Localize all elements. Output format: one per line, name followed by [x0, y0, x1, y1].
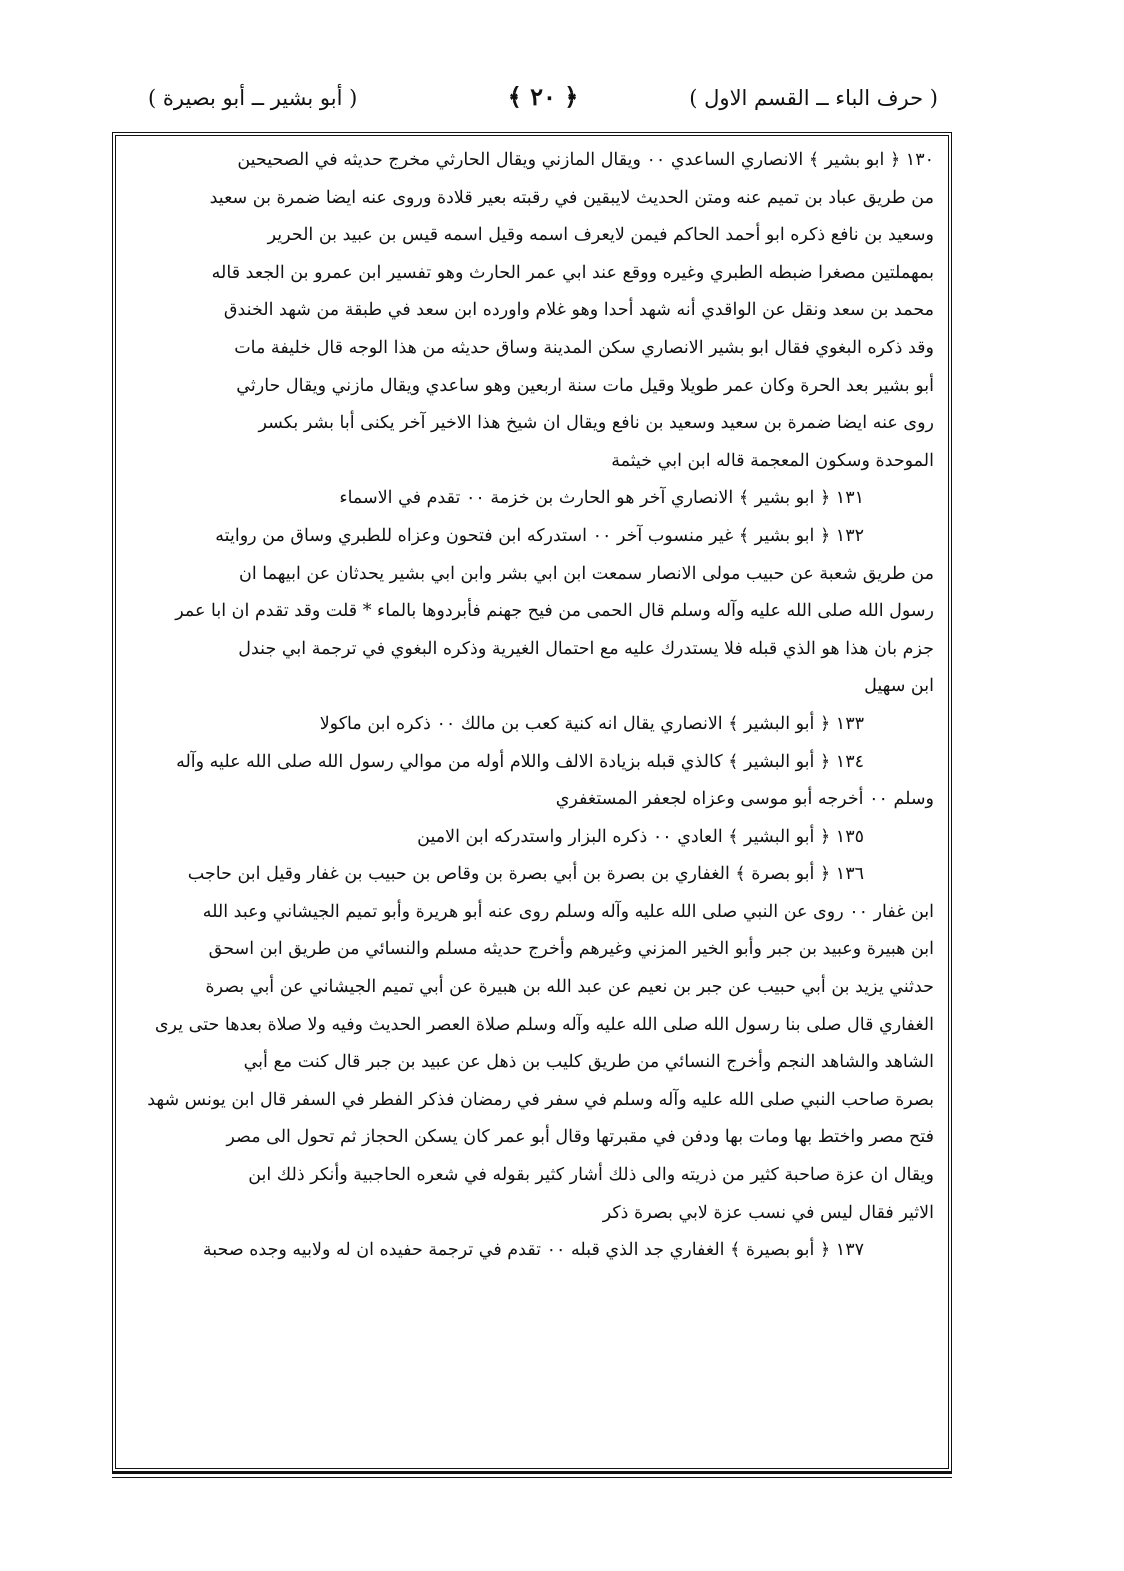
page-body	[124, 142, 934, 1462]
text-line: بمهملتين مصغرا ضبطه الطبري وغيره ووقع عند ابي عمر الحارث وهو تفسير ابن عمرو بن الجعد قاله	[211, 262, 934, 283]
entry-line: ١٣٥ ﴿ أبو البشير ﴾ العادي ٠٠ ذكره البزار واستدركه ابن الامين	[417, 826, 864, 847]
text-line: روى عنه ايضا ضمرة بن سعيد وسعيد بن نافع ويقال ان شيخ هذا الاخير آخر يكنى أبا بشر بكسر	[258, 413, 934, 434]
text-line: ١٣٠ ﴿ ابو بشير ﴾ الانصاري الساعدي ٠٠ ويقال المازني ويقال الحارثي مخرج حديثه في الصحيحين	[237, 150, 934, 170]
header-entry-range: ( أبو بشير ــ أبو بصيرة )	[148, 86, 358, 110]
text-line: رسول الله صلى الله عليه وآله وسلم قال الحمى من فيح جهنم فأبردوها بالماء * قلت وقد تقدم ان ابا عمر	[175, 601, 934, 622]
text-line: الغفاري قال صلى بنا رسول الله صلى الله عليه وآله وسلم صلاة العصر الحديث وفيه ولا صلاة بعدها حتى يرى	[154, 1014, 934, 1035]
text-line: بصرة صاحب النبي صلى الله عليه وآله وسلم في سفر في رمضان فذكر الفطر في السفر قال ابن يونس شهد	[147, 1089, 934, 1110]
text-line: أبو بشير بعد الحرة وكان عمر طويلا وقيل مات سنة اربعين وهو ساعدي ويقال مازني ويقال حارثي	[236, 375, 934, 396]
text-line: الشاهد والشاهد النجم وأخرج النسائي من طريق كليب بن ذهل عن عبيد بن جبر قال كنت مع أبي	[243, 1052, 934, 1073]
text-line: الموحدة وسكون المعجمة قاله ابن ابي خيثمة	[611, 450, 934, 471]
text-line: الاثير فقال ليس في نسب عزة لابي بصرة ذكر	[602, 1202, 934, 1223]
text-line: من طريق شعبة عن حبيب مولى الانصار سمعت ابن ابي بشر وابن ابي بشير يحدثان عن ابيهما ان	[239, 563, 934, 584]
text-line: وسعيد بن نافع ذكره ابو أحمد الحاكم فيمن لايعرف اسمه وقيل اسمه قيس بن عبيد بن الحرير	[267, 225, 934, 246]
text-line: حدثني يزيد بن أبي حبيب عن جبر بن نعيم عن عبد الله بن هبيرة عن أبي تميم الجيشاني عن أبي بصرة	[205, 977, 934, 998]
text-line: ابن هبيرة وعبيد بن جبر وأبو الخير المزني وغيرهم وأخرج حديثه مسلم والنسائي من طريق ابن اسحق	[208, 939, 934, 960]
entry-line: ١٣٤ ﴿ أبو البشير ﴾ كالذي قبله بزيادة الالف واللام أوله من موالي رسول الله صلى الله عليه وآله	[176, 751, 864, 772]
page-header	[148, 82, 938, 122]
entry-line: ١٣٧ ﴿ أبو بصيرة ﴾ الغفاري جد الذي قبله ٠٠ تقدم في ترجمة حفيده ان له ولابيه وجده صحبة	[202, 1240, 864, 1261]
page-number: ﴿ ٢٠ ﴾	[507, 82, 579, 111]
text-line: ابن سهيل	[864, 676, 934, 697]
entry-line: ١٣٢ ﴿ ابو بشير ﴾ غير منسوب آخر ٠٠ استدركه ابن فتحون وعزاه للطبري وساق من روايته	[215, 525, 864, 546]
entry-line: ١٣٦ ﴿ أبو بصرة ﴾ الغفاري بن بصرة بن أبي بصرة بن وقاص بن حبيب بن غفار وقيل ابن حاجب	[187, 864, 864, 885]
text-line: جزم بان هذا هو الذي قبله فلا يستدرك عليه مع احتمال الغيرية وذكره البغوي في ترجمة ابي جندل	[238, 638, 934, 659]
text-line: فتح مصر واختط بها ومات بها ودفن في مقبرتها وقال أبو عمر كان يسكن الحجاز ثم تحول الى مصر	[226, 1127, 934, 1148]
text-line: من طريق عباد بن تميم عنه ومتن الحديث لايبقين في رقبته بعير قلادة وروى عنه ايضا ضمرة بن سعيد	[209, 187, 934, 208]
text-line: ويقال ان عزة صاحبة كثير من ذريته والى ذلك أشار كثير بقوله في شعره الحاجبية وأنكر ذلك ابن	[248, 1165, 934, 1186]
frame-bottom-rule	[112, 1472, 952, 1478]
entry-line: ١٣١ ﴿ ابو بشير ﴾ الانصاري آخر هو الحارث بن خزمة ٠٠ تقدم في الاسماء	[339, 488, 864, 509]
text-line: محمد بن سعد ونقل عن الواقدي أنه شهد أحدا وهو غلام واورده ابن سعد في طبقة من شهد الخندق	[223, 300, 934, 321]
text-line: وقد ذكره البغوي فقال ابو بشير الانصاري سكن المدينة وساق حديثه من هذا الوجه قال خليفة مات	[234, 337, 934, 358]
text-line: وسلم ٠٠ أخرجه أبو موسى وعزاه لجعفر المستغفري	[555, 789, 934, 810]
entry-line: ١٣٣ ﴿ أبو البشير ﴾ الانصاري يقال انه كنية كعب بن مالك ٠٠ ذكره ابن ماكولا	[319, 713, 864, 734]
text-line: ابن غفار ٠٠ روى عن النبي صلى الله عليه وآله وسلم روى عنه أبو هريرة وأبو تميم الجيشاني وعبد الله	[202, 901, 934, 922]
header-section-title: ( حرف الباء ــ القسم الاول )	[689, 86, 938, 110]
